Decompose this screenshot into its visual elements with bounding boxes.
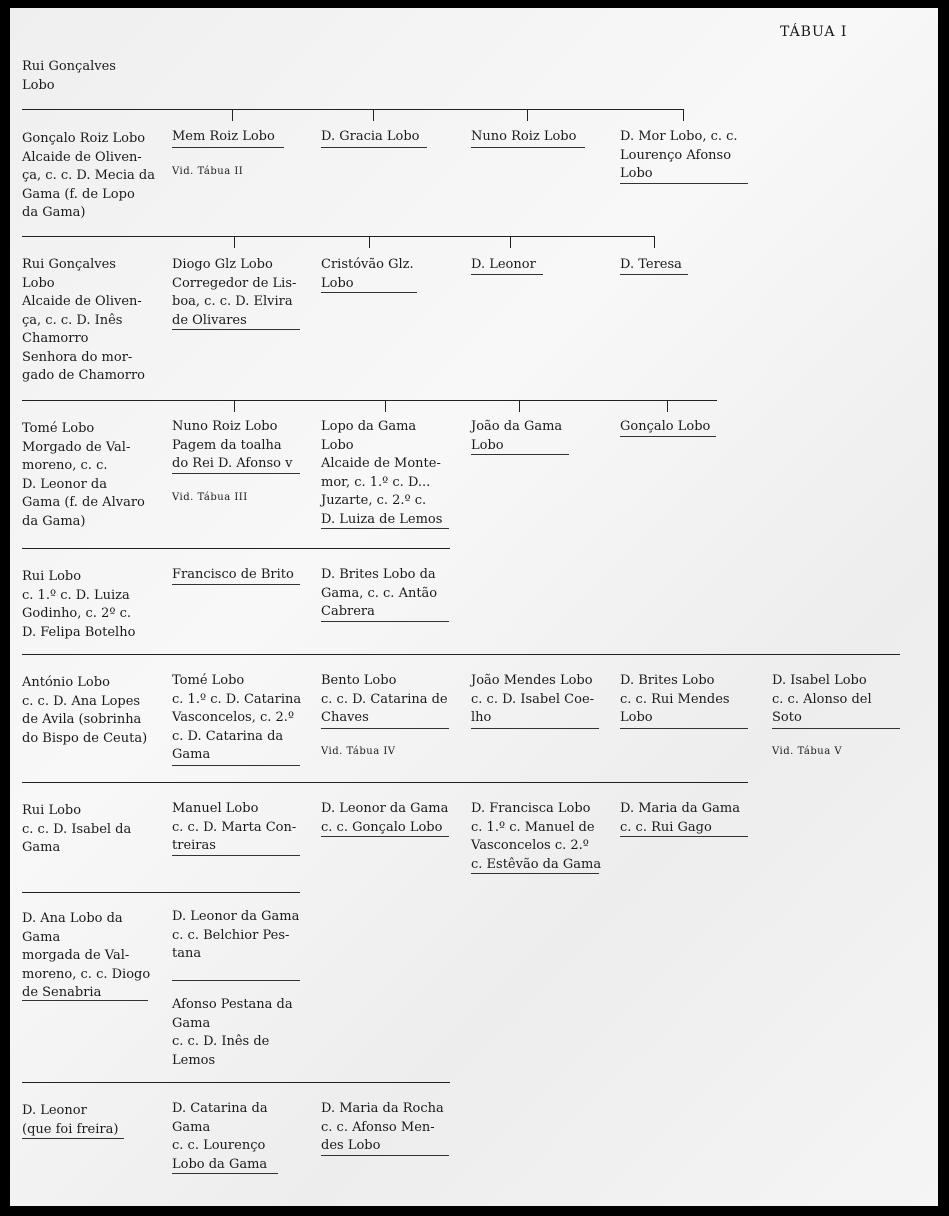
entry-underline xyxy=(321,1155,449,1156)
branch-tick xyxy=(683,109,684,121)
branch-tick xyxy=(519,400,520,412)
branch-tick xyxy=(232,109,233,121)
table-reference: Vid. Tábua V xyxy=(772,746,843,757)
person-entry: Afonso Pestana da Gama c. c. D. Inês de Lemos xyxy=(172,997,293,1068)
person-entry: Rui Gonçalves Lobo Alcaide de Oliven- ça, c. c. D. Inês Chamorro Senhora do mor- gado de Chamorro xyxy=(22,257,145,383)
person-entry: D. Gracia Lobo xyxy=(321,129,420,144)
person-entry: Gonçalo Lobo xyxy=(620,419,711,434)
branch-tick xyxy=(234,400,235,412)
entry-underline xyxy=(321,836,449,837)
person-entry: António Lobo c. c. D. Ana Lopes de Avila (sobrinha do Bispo de Ceuta) xyxy=(22,675,148,746)
entry-underline xyxy=(172,855,300,856)
entry-underline xyxy=(172,765,300,766)
person-entry: João Mendes Lobo c. c. D. Isabel Coe- lho xyxy=(471,673,595,725)
branch-tick xyxy=(369,236,370,248)
entry-underline xyxy=(172,147,284,148)
entry-underline xyxy=(471,728,599,729)
root-ancestor: Rui Gonçalves Lobo xyxy=(22,59,116,93)
person-entry: Rui Lobo c. c. D. Isabel da Gama xyxy=(22,803,132,855)
generation-line xyxy=(22,1082,450,1083)
generation-line xyxy=(22,782,748,783)
person-entry: D. Mor Lobo, c. c. Lourenço Afonso Lobo xyxy=(620,129,738,181)
person-entry: Francisco de Brito xyxy=(172,567,294,582)
person-entry: Nuno Roiz Lobo xyxy=(471,129,577,144)
entry-underline xyxy=(22,1000,148,1001)
person-entry: D. Leonor da Gama c. c. Belchior Pes- tana xyxy=(172,909,300,961)
table-reference: Vid. Tábua III xyxy=(172,492,248,503)
person-entry: João da Gama Lobo xyxy=(471,419,563,453)
person-entry: Nuno Roiz Lobo Pagem da toalha do Rei D. Afonso v xyxy=(172,419,293,471)
person-entry: D. Francisca Lobo c. 1.º c. Manuel de Vasconcelos c. 2.º c. Estêvão da Gama xyxy=(471,801,602,872)
person-entry: Tomé Lobo c. 1.º c. D. Catarina Vasconcelos, c. 2.º c. D. Catarina da Gama xyxy=(172,673,302,762)
person-entry: D. Catarina da Gama c. c. Lourenço Lobo da Gama xyxy=(172,1101,268,1172)
entry-underline xyxy=(172,329,300,330)
entry-underline xyxy=(321,147,427,148)
entry-underline xyxy=(321,621,449,622)
entry-underline xyxy=(321,292,417,293)
entry-underline xyxy=(172,980,300,981)
generation-line xyxy=(22,892,300,893)
entry-underline xyxy=(172,473,300,474)
entry-underline xyxy=(620,728,748,729)
person-entry: D. Isabel Lobo c. c. Alonso del Soto xyxy=(772,673,872,725)
branch-tick xyxy=(373,109,374,121)
entry-underline xyxy=(471,147,585,148)
branch-tick xyxy=(510,236,511,248)
person-entry: D. Brites Lobo c. c. Rui Mendes Lobo xyxy=(620,673,730,725)
entry-underline xyxy=(22,1138,124,1139)
person-entry: Rui Lobo c. 1.º c. D. Luiza Godinho, c. 2º c. D. Felipa Botelho xyxy=(22,569,136,640)
branch-tick xyxy=(654,236,655,248)
entry-underline xyxy=(620,436,716,437)
branch-tick xyxy=(385,400,386,412)
person-entry: Gonçalo Roiz Lobo Alcaide de Oliven- ça, c. c. D. Mecia da Gama (f. de Lopo da Gama) xyxy=(22,131,156,220)
entry-underline xyxy=(471,454,569,455)
generation-line xyxy=(22,236,655,237)
branch-tick xyxy=(667,400,668,412)
entry-underline xyxy=(471,873,599,874)
entry-underline xyxy=(620,274,688,275)
page-title: TÁBUA I xyxy=(780,24,848,40)
entry-underline xyxy=(772,728,900,729)
generation-line xyxy=(22,109,684,110)
person-entry: Lopo da Gama Lobo Alcaide de Monte- mor, c. 1.º c. D... Juzarte, c. 2.º c. D. Luiza de Lemos xyxy=(321,419,443,527)
person-entry: Cristóvão Glz. Lobo xyxy=(321,257,414,291)
person-entry: D. Leonor xyxy=(471,257,536,272)
document-page xyxy=(10,8,938,1206)
entry-underline xyxy=(471,274,543,275)
entry-underline xyxy=(172,584,300,585)
generation-line xyxy=(22,654,900,655)
entry-underline xyxy=(172,1173,278,1174)
person-entry: Tomé Lobo Morgado de Val- moreno, c. c. D. Leonor da Gama (f. de Alvaro da Gama) xyxy=(22,421,145,529)
person-entry: D. Leonor (que foi freira) xyxy=(22,1103,119,1137)
person-entry: D. Maria da Rocha c. c. Afonso Men- des Lobo xyxy=(321,1101,444,1153)
entry-underline xyxy=(620,183,748,184)
person-entry: D. Teresa xyxy=(620,257,682,272)
person-entry: D. Maria da Gama c. c. Rui Gago xyxy=(620,801,740,835)
person-entry: Bento Lobo c. c. D. Catarina de Chaves xyxy=(321,673,448,725)
person-entry: D. Ana Lobo da Gama morgada de Val- moreno, c. c. Diogo de Senabria xyxy=(22,911,151,1000)
branch-tick xyxy=(527,109,528,121)
person-entry: D. Brites Lobo da Gama, c. c. Antão Cabrera xyxy=(321,567,438,619)
generation-line xyxy=(22,548,450,549)
person-entry: D. Leonor da Gama c. c. Gonçalo Lobo xyxy=(321,801,449,835)
entry-underline xyxy=(620,836,748,837)
person-entry: Manuel Lobo c. c. D. Marta Con- treiras xyxy=(172,801,297,853)
person-entry: Mem Roiz Lobo xyxy=(172,129,275,144)
person-entry: Diogo Glz Lobo Corregedor de Lis- boa, c. c. D. Elvira de Olivares xyxy=(172,257,297,328)
entry-underline xyxy=(321,728,449,729)
branch-tick xyxy=(234,236,235,248)
generation-line xyxy=(22,400,717,401)
entry-underline xyxy=(321,528,449,529)
table-reference: Vid. Tábua II xyxy=(172,166,244,177)
table-reference: Vid. Tábua IV xyxy=(321,746,396,757)
